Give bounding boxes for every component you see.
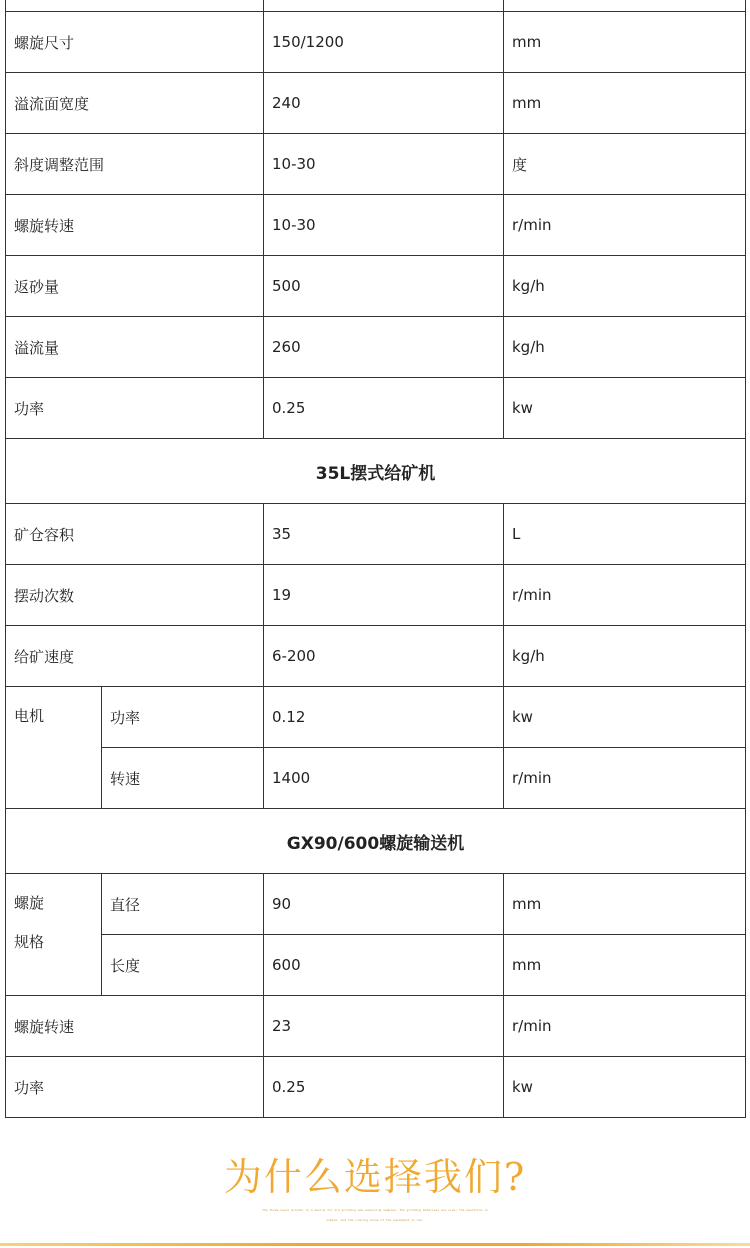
param-value: 19 (264, 565, 504, 626)
param-name: 给矿速度 (6, 626, 264, 687)
param-name: 转速 (102, 748, 264, 809)
param-value: 0.25 (264, 1057, 504, 1118)
param-name: 功率 (6, 378, 264, 439)
cell-empty (504, 0, 746, 12)
param-unit: kw (504, 1057, 746, 1118)
param-name: 功率 (6, 1057, 264, 1118)
group-label-line2: 规格 (14, 933, 45, 951)
spec-table (5, 0, 746, 1118)
param-value: 10-30 (264, 195, 504, 256)
param-unit: kg/h (504, 256, 746, 317)
param-value: 23 (264, 996, 504, 1057)
section-title: GX90/600螺旋输送机 (6, 809, 746, 874)
section-title: 35L摆式给矿机 (6, 439, 746, 504)
table-row (6, 626, 746, 687)
param-value: 240 (264, 73, 504, 134)
param-unit: mm (504, 874, 746, 935)
param-name: 长度 (102, 935, 264, 996)
table-row (6, 317, 746, 378)
param-name: 溢流面宽度 (6, 73, 264, 134)
table-row (6, 73, 746, 134)
table-row (6, 256, 746, 317)
param-unit: 度 (504, 134, 746, 195)
param-unit: r/min (504, 195, 746, 256)
decorative-divider (0, 1243, 750, 1246)
param-unit: mm (504, 935, 746, 996)
table-row (6, 1057, 746, 1118)
param-unit: kw (504, 687, 746, 748)
param-name: 溢流量 (6, 317, 264, 378)
param-value: 0.25 (264, 378, 504, 439)
param-unit: mm (504, 12, 746, 73)
table-row (6, 748, 746, 809)
param-value: 0.12 (264, 687, 504, 748)
param-value: 90 (264, 874, 504, 935)
table-row (6, 935, 746, 996)
param-value: 260 (264, 317, 504, 378)
param-unit: kg/h (504, 626, 746, 687)
group-label: 电机 (6, 687, 102, 809)
cell-empty (264, 0, 504, 12)
param-name: 摆动次数 (6, 565, 264, 626)
param-name: 螺旋尺寸 (6, 12, 264, 73)
param-value: 500 (264, 256, 504, 317)
param-unit: r/min (504, 996, 746, 1057)
table-row (6, 874, 746, 935)
table-row (6, 195, 746, 256)
fine-print-line1: The three-level grinder is a device for ore grinding and analyzing samples. The grinding materials are ores; the operation is (262, 1208, 488, 1212)
param-name: 功率 (102, 687, 264, 748)
param-value: 1400 (264, 748, 504, 809)
param-value: 10-30 (264, 134, 504, 195)
table-row (6, 996, 746, 1057)
table-row (6, 565, 746, 626)
fine-print-line2: simple, and the running noise of the equipment is low. (326, 1218, 424, 1222)
param-name: 矿仓容积 (6, 504, 264, 565)
param-unit: L (504, 504, 746, 565)
param-unit: r/min (504, 748, 746, 809)
param-name: 返砂量 (6, 256, 264, 317)
param-value: 150/1200 (264, 12, 504, 73)
cell-empty (6, 0, 264, 12)
param-name: 螺旋转速 (6, 195, 264, 256)
param-name: 螺旋转速 (6, 996, 264, 1057)
why-choose-us-heading: 为什么选择我们? (223, 1155, 527, 1199)
table-row (6, 504, 746, 565)
group-label-line1: 螺旋 (14, 894, 45, 912)
param-unit: kw (504, 378, 746, 439)
table-row (6, 687, 746, 748)
param-unit: r/min (504, 565, 746, 626)
table-row (6, 12, 746, 73)
table-row (6, 0, 746, 12)
param-unit: kg/h (504, 317, 746, 378)
section-header-row (6, 439, 746, 504)
param-value: 35 (264, 504, 504, 565)
param-name: 斜度调整范围 (6, 134, 264, 195)
group-label (6, 874, 102, 996)
table-row (6, 378, 746, 439)
section-header-row (6, 809, 746, 874)
param-unit: mm (504, 73, 746, 134)
table-row (6, 134, 746, 195)
param-name: 直径 (102, 874, 264, 935)
param-value: 6-200 (264, 626, 504, 687)
param-value: 600 (264, 935, 504, 996)
